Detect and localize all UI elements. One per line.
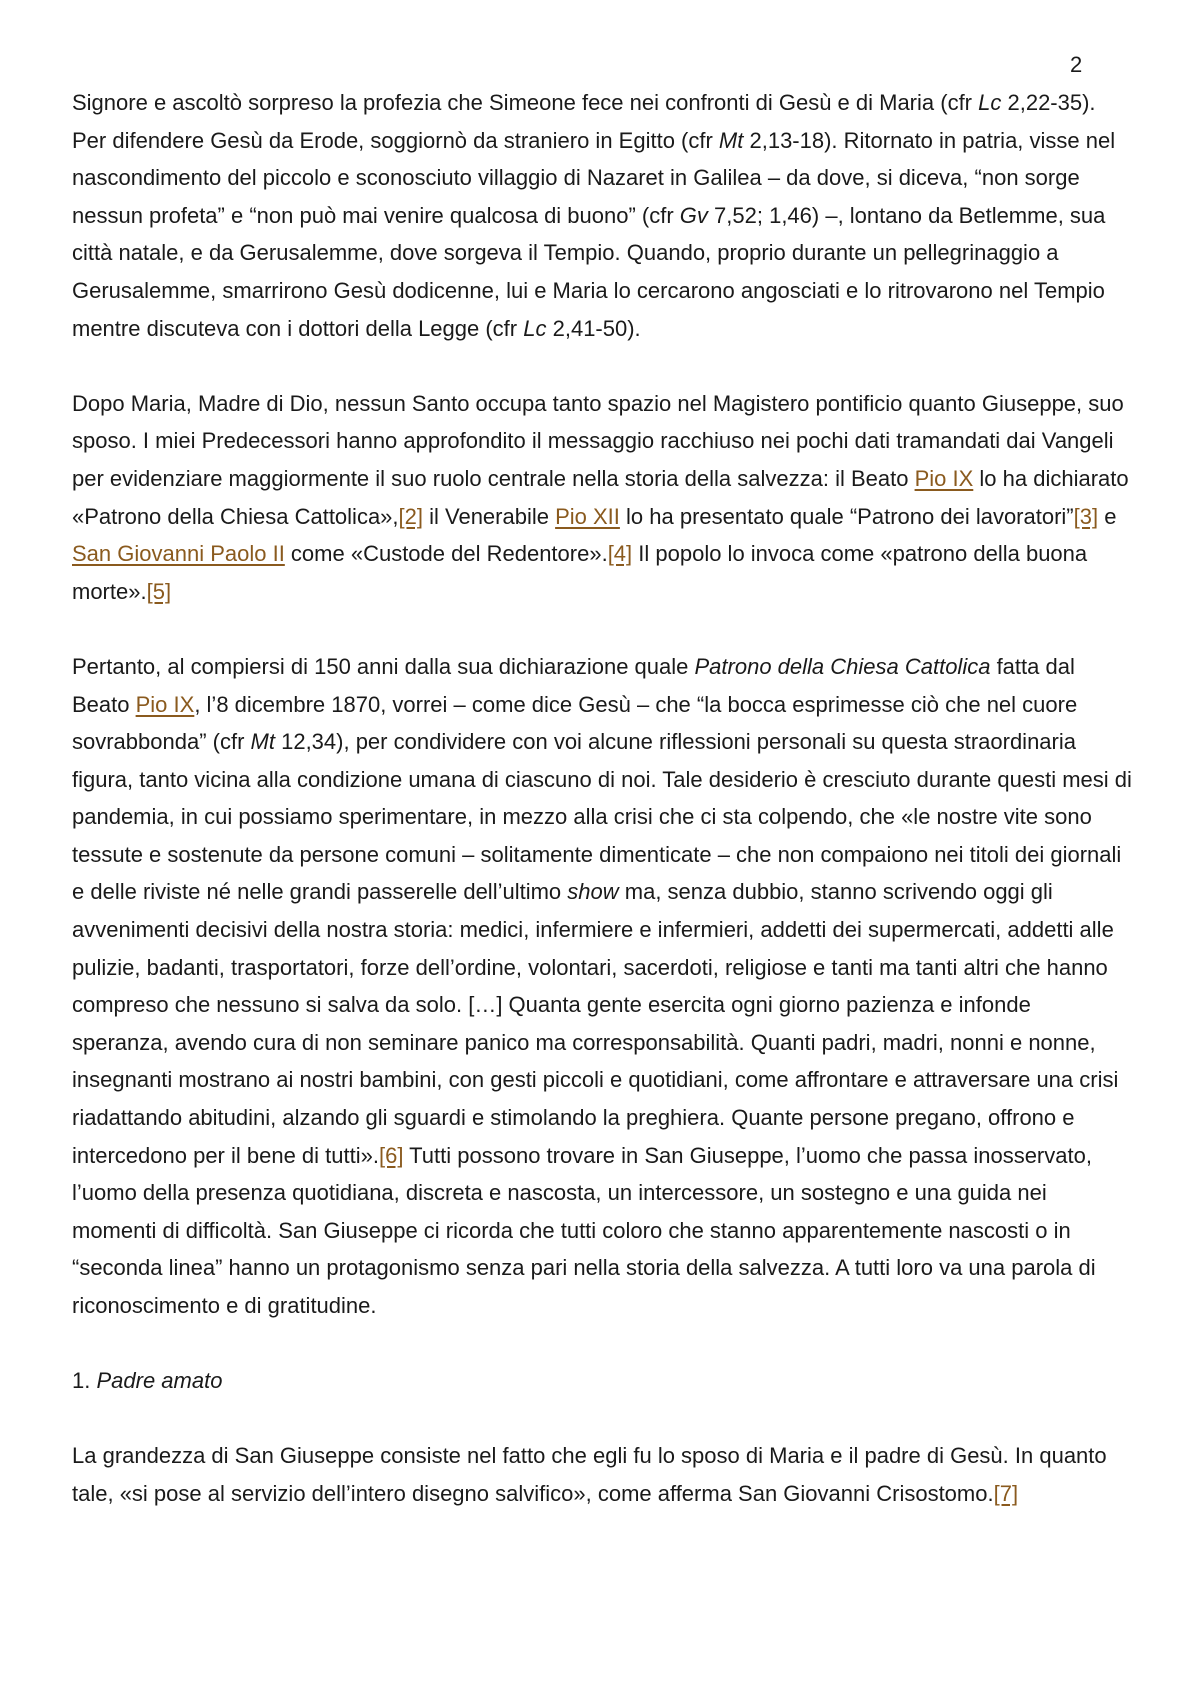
text-run: Dopo Maria, Madre di Dio, nessun Santo occupa tanto spazio nel Magistero pontificio quanto Giuseppe, suo sposo. I miei Predecessori hanno approfondito il messaggio racchiuso nei pochi dati tramandati dai Vangeli per evidenziare maggiormente il suo ruolo centrale nella storia della salvezza: il Beato [72, 390, 1124, 491]
footnote-link[interactable]: [6] [378, 1142, 404, 1168]
text-run: Tutti possono trovare in San Giuseppe, l’uomo che passa inosservato, l’uomo della presenza quotidiana, discreta e nascosta, un intercessore, un sostegno e una guida nei momenti di difficoltà. San Giuseppe ci ricorda che tutti coloro che stanno apparentemente nascosti o in “seconda linea” hanno un protagonismo senza pari nella storia della salvezza. A tutti loro va una parola di riconoscimento e di gratitudine. [72, 1142, 1096, 1318]
text-run: fatta dal Beato [72, 653, 1075, 717]
text-run: Signore e ascoltò sorpreso la profezia che Simeone fece nei confronti di Gesù e di Maria (cfr [72, 90, 979, 115]
text-run: La grandezza di San Giuseppe consiste nel fatto che egli fu lo sposo di Maria e il padre di Gesù. In quanto tale, «si pose al servizio dell’intero disegno salvifico», come afferma San Giovanni Crisostomo. [72, 1443, 1107, 1506]
italic-text: Lc [978, 90, 1002, 115]
document-body [72, 84, 1132, 1513]
text-run: 2,41-50). [546, 315, 641, 341]
footnote-link[interactable]: [4] [607, 541, 633, 567]
section-heading-padre-amato [72, 1362, 1132, 1400]
paragraph-gap [72, 347, 1132, 385]
text-run: 12,34), per condividere con voi alcune riflessioni personali su questa straordinaria figura, tanto vicina alla condizione umana di ciascuno di noi. Tale desiderio è cresciuto durante questi mesi di pandemia, in cui possiamo sperimentare, in mezzo alla crisi che ci sta colpendo, che «le nostre vite sono tessute e sostenute da persone comuni – solitamente dimenticate – che non compaiono nei titoli dei giornali e delle riviste né nelle grandi passerelle dell’ultimo [72, 729, 1132, 905]
paragraph-gap [72, 1325, 1132, 1363]
italic-text: Lc [523, 315, 547, 341]
paragraph-gap [72, 1400, 1132, 1438]
text-run: Pertanto, al compiersi di 150 anni dalla sua dichiarazione quale [72, 653, 695, 679]
text-run: lo ha presentato quale “Patrono dei lavoratori” [619, 503, 1074, 529]
paragraph-pandemic-reflection [72, 648, 1132, 1325]
footnote-link[interactable]: [2] [398, 503, 423, 529]
italic-text: Mt [718, 127, 744, 153]
reference-link[interactable]: Pio XII [555, 503, 620, 529]
text-run: Il popolo lo invoca come «patrono della buona morte». [72, 541, 1088, 604]
text-run: come «Custode del Redentore». [284, 541, 608, 567]
footnote-link[interactable]: [3] [1073, 503, 1099, 529]
text-run: e [1098, 503, 1117, 529]
paragraph-papal-magisterium [72, 385, 1132, 611]
text-run: 2,22-35). Per difendere Gesù da Erode, soggiornò da straniero in Egitto (cfr [72, 90, 1096, 153]
text-run: lo ha dichiarato «Patrono della Chiesa Cattolica», [72, 465, 1129, 529]
text-run: il Venerabile [423, 503, 556, 529]
text-run: 7,52; 1,46) –, lontano da Betlemme, sua città natale, e da Gerusalemme, dove sorgeva il Tempio. Quando, proprio durante un pellegrinaggio a Gerusalemme, smarrirono Gesù dodicenne, lui e Maria lo cercarono angosciati e lo ritrovarono nel Tempio mentre discuteva con i dottori della Legge (cfr [72, 202, 1106, 341]
text-run: , l’8 dicembre 1870, vorrei – come dice Gesù – che “la bocca esprimesse ciò che nel cuore sovrabbonda” (cfr [72, 691, 1078, 755]
reference-link[interactable]: Pio IX [914, 465, 974, 491]
footnote-link[interactable]: [5] [146, 578, 172, 604]
page-number: 2 [1070, 52, 1083, 77]
text-run: ma, senza dubbio, stanno scrivendo oggi gli avvenimenti decisivi della nostra storia: medici, infermiere e infermieri, addetti dei supermercati, addetti alle pulizie, badanti, trasportatori, forze dell’ordine, volontari, sacerdoti, religiose e tanti ma tanti altri che hanno compreso che nessuno si salva da solo. […] Quanta gente esercita ogni giorno pazienza e infonde speranza, avendo cura di non seminare panico ma corresponsabilità. Quanti padri, madri, nonni e nonne, insegnanti mostrano ai nostri bambini, con gesti piccoli e quotidiani, come affrontare e attraversare una crisi riadattando abitudini, alzando gli sguardi e stimolando la preghiera. Quante persone pregano, offrono e intercedono per il bene di tutti». [72, 879, 1119, 1168]
reference-link[interactable]: Pio IX [135, 691, 195, 717]
italic-text: Gv [679, 202, 708, 228]
italic-text: Mt [250, 729, 275, 755]
italic-text: show [567, 879, 619, 905]
italic-text: Padre amato [96, 1368, 223, 1394]
paragraph-holy-family-life [72, 84, 1132, 347]
text-run: 1. [72, 1368, 97, 1394]
footnote-link[interactable]: [7] [993, 1480, 1019, 1506]
text-run: 2,13-18). Ritornato in patria, visse nel nascondimento del piccolo e sconosciuto villaggio di Nazaret in Galilea – da dove, si diceva, “non sorge nessun profeta” e “non può mai venire qualcosa di buono” (cfr [72, 127, 1116, 228]
italic-text: Patrono della Chiesa Cattolica [694, 653, 991, 679]
paragraph-greatness-of-joseph [72, 1437, 1132, 1512]
reference-link[interactable]: San Giovanni Paolo II [72, 541, 285, 567]
paragraph-gap [72, 610, 1132, 648]
